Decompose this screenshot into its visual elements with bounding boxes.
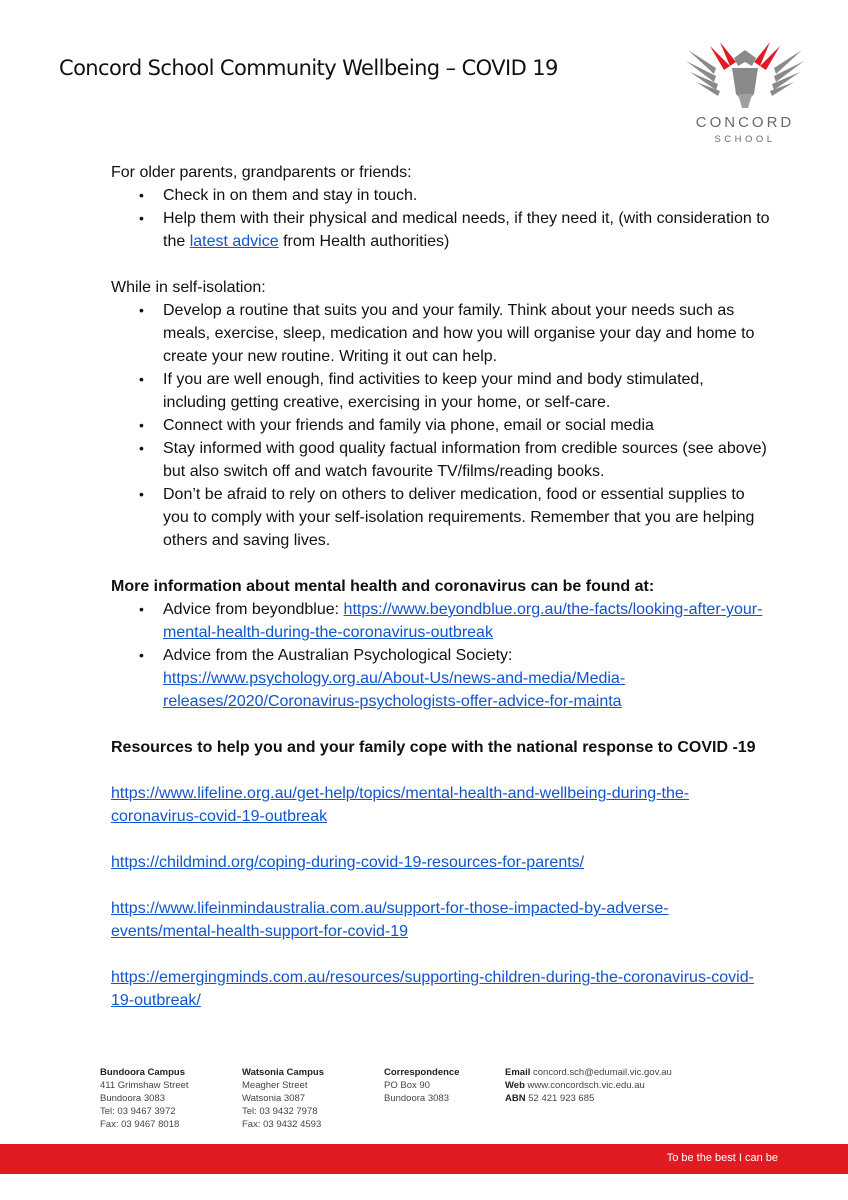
list-item: • Develop a routine that suits you and your family. Think about your needs such as meals, exercise, sleep, medication and how you will organise your day and home to create your new routine. Writing it out can help.: [163, 299, 771, 368]
document-body: [111, 161, 771, 1012]
web-address: www.concordsch.vic.edu.au: [527, 1080, 645, 1091]
beyondblue-link[interactable]: https://www.beyondblue.org.au/the-facts/looking-after-your-mental-health-during-the-coronavirus-outbreak: [163, 601, 763, 641]
psychology-society-link[interactable]: https://www.psychology.org.au/About-Us/news-and-media/Media-releases/2020/Coronavirus-psychologists-offer-advice-for-mainta: [163, 670, 626, 710]
older-list: [111, 184, 771, 253]
list-item: • Check in on them and stay in touch.: [163, 184, 771, 207]
lifeinmind-link[interactable]: https://www.lifeinmindaustralia.com.au/support-for-those-impacted-by-adverse-events/mental-health-support-for-covid-19: [111, 900, 669, 940]
list-item: • Connect with your friends and family via phone, email or social media: [163, 414, 771, 437]
footer-watsonia: Watsonia Campus Meagher Street Watsonia 3087 Tel: 03 9432 7978 Fax: 03 9432 4593: [242, 1067, 324, 1130]
list-item: • Stay informed with good quality factual information from credible sources (see above) but also switch off and watch favourite TV/films/reading books.: [163, 437, 771, 483]
list-item: • Don’t be afraid to rely on others to deliver medication, food or essential supplies to you to comply with your self-isolation requirements. Remember that you are helping others and saving lives.: [163, 483, 771, 552]
footer-bundoora: Bundoora Campus 411 Grimshaw Street Bundoora 3083 Tel: 03 9467 3972 Fax: 03 9467 8018: [100, 1067, 189, 1130]
tagline: To be the best I can be: [666, 1152, 778, 1164]
childmind-link[interactable]: https://childmind.org/coping-during-covid-19-resources-for-parents/: [111, 854, 585, 871]
more-info-heading: More information about mental health and coronavirus can be found at:: [111, 578, 655, 595]
list-item: • Advice from the Australian Psychological Society: https://www.psychology.org.au/About-Us/news-and-media/Media-releases/2020/Coronavirus-psychologists-offer-advice-for-mainta: [163, 644, 771, 713]
isolation-intro: While in self-isolation:: [111, 279, 266, 296]
lifeline-link[interactable]: https://www.lifeline.org.au/get-help/topics/mental-health-and-wellbeing-during-the-coronavirus-covid-19-outbreak: [111, 785, 690, 825]
footer-correspondence: Correspondence PO Box 90 Bundoora 3083: [384, 1067, 460, 1104]
emergingminds-link[interactable]: https://emergingminds.com.au/resources/supporting-children-during-the-coronavirus-covid-19-outbreak/: [111, 969, 754, 1009]
list-item: • Help them with their physical and medical needs, if they need it, (with consideration to the latest advice from Health authorities): [163, 207, 771, 253]
latest-advice-link[interactable]: latest advice: [189, 233, 279, 250]
logo-wordmark: CONCORD: [695, 114, 795, 131]
older-intro: For older parents, grandparents or friends:: [111, 164, 412, 181]
isolation-list: [111, 299, 771, 552]
email-address: concord.sch@edumail.vic.gov.au: [533, 1067, 672, 1078]
list-item: • Advice from beyondblue: https://www.beyondblue.org.au/the-facts/looking-after-your-mental-health-during-the-coronavirus-outbreak: [163, 598, 771, 644]
footer-contact: Email concord.sch@edumail.vic.gov.au Web www.concordsch.vic.edu.au ABN 52 421 923 685: [505, 1067, 672, 1104]
abn-number: 52 421 923 685: [528, 1093, 595, 1104]
resources-heading: Resources to help you and your family cope with the national response to COVID -19: [111, 739, 756, 756]
page-title: Concord School Community Wellbeing – COVID 19: [59, 56, 558, 80]
more-info-list: [111, 598, 771, 713]
logo-subtitle: SCHOOL: [714, 134, 776, 145]
list-item: • If you are well enough, find activities to keep your mind and body stimulated, including getting creative, exercising in your home, or self-care.: [163, 368, 771, 414]
